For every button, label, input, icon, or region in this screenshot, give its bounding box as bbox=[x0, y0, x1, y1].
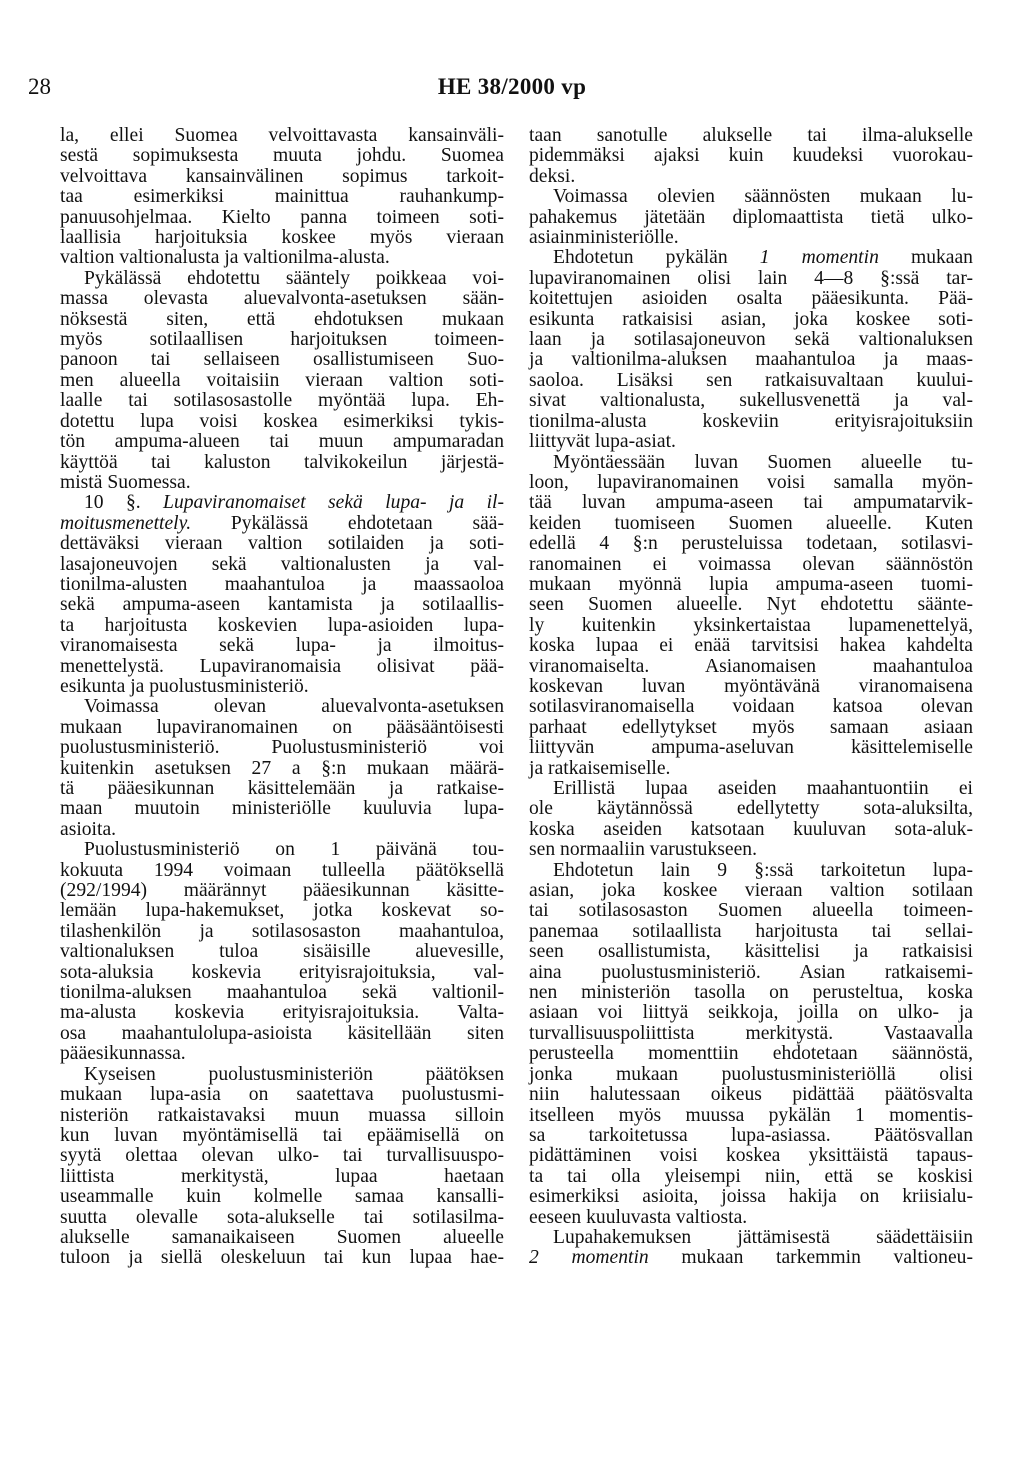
text-line bbox=[60, 881, 504, 901]
line-text: panoon tai sellaiseen osallistumiseen Suo- bbox=[60, 349, 504, 371]
line-text: edellä 4 §:n perusteluissa todetaan, sotilasvi- bbox=[529, 533, 973, 555]
italic-text: moitusmenettely. bbox=[60, 512, 192, 534]
line-text: Kyseisen puolustusministeriön päätöksen bbox=[84, 1063, 504, 1085]
line-text: Ehdotetun lain 9 §:ssä tarkoitetun lupa- bbox=[553, 859, 973, 881]
text-line bbox=[529, 126, 973, 146]
text-line bbox=[60, 1248, 504, 1268]
text-line bbox=[529, 738, 973, 758]
text-line bbox=[60, 840, 504, 860]
line-text: laan ja sotilasajoneuvon sekä valtionaluksen bbox=[529, 329, 973, 351]
text-line bbox=[60, 248, 504, 268]
text-line bbox=[529, 616, 973, 636]
text-line bbox=[60, 289, 504, 309]
text-line bbox=[529, 657, 973, 677]
line-text: perusteella momenttiin ehdotetaan säännöstä, bbox=[529, 1043, 973, 1065]
text-line bbox=[60, 861, 504, 881]
text-line bbox=[529, 228, 973, 248]
text-line bbox=[60, 350, 504, 370]
text-line bbox=[529, 922, 973, 942]
line-text: tionilma-alusten maahantuloa ja maassaoloa bbox=[60, 573, 504, 595]
line-text: liittyvän ampuma-aseluvan käsittelemiselle bbox=[529, 737, 973, 759]
text-line bbox=[529, 269, 973, 289]
text-line bbox=[60, 146, 504, 166]
line-text: tää luvan ampuma-aseen tai ampumatarvik- bbox=[529, 492, 973, 514]
text-line bbox=[529, 1065, 973, 1085]
line-text: massa olevasta aluevalvonta-asetuksen sään- bbox=[60, 288, 504, 310]
line-text: ranomainen ei voimassa olevan säännöstön bbox=[529, 553, 973, 575]
text-line bbox=[529, 187, 973, 207]
text-line bbox=[60, 371, 504, 391]
line-text: pidättäminen voisi koskea yksittäistä tapaus- bbox=[529, 1145, 973, 1167]
text-line bbox=[529, 167, 973, 187]
page-header bbox=[28, 74, 996, 104]
line-text: esimerkiksi asioita, joissa hakija on kriisialu- bbox=[529, 1186, 973, 1208]
text-line bbox=[60, 330, 504, 350]
text-line bbox=[60, 677, 504, 697]
line-text: sa tarkoitetussa lupa-asiassa. Päätösvallan bbox=[529, 1124, 973, 1146]
line-text: osa maahantulolupa-asioista käsitellään siten bbox=[60, 1022, 504, 1044]
line-text: maan muutoin ministeriölle kuuluvia lupa- bbox=[60, 798, 504, 820]
text-line bbox=[529, 555, 973, 575]
line-text: koskevan luvan myöntävänä viranomaisena bbox=[529, 675, 973, 697]
text-line bbox=[60, 657, 504, 677]
text-line bbox=[60, 575, 504, 595]
line-text: panemaa sotilaallista harjoitusta tai sellai- bbox=[529, 920, 973, 942]
text-line bbox=[60, 1044, 504, 1064]
text-line bbox=[60, 269, 504, 289]
text-line bbox=[60, 167, 504, 187]
line-text: laalle tai sotilasosastolle myöntää lupa. Eh- bbox=[60, 390, 504, 412]
text-line bbox=[60, 493, 504, 513]
text-line bbox=[60, 901, 504, 921]
line-text: tionilma-aluksen maahantuloa sekä valtionil- bbox=[60, 982, 504, 1004]
line-text: deksi. bbox=[529, 165, 576, 187]
line-text: sota-aluksia koskevia erityisrajoituksia, val- bbox=[60, 961, 504, 983]
line-text: nisteriön ratkaistavaksi muun muassa silloin bbox=[60, 1104, 504, 1126]
text-line bbox=[60, 1167, 504, 1187]
text-line bbox=[529, 1126, 973, 1146]
text-line bbox=[60, 697, 504, 717]
text-line bbox=[529, 514, 973, 534]
line-text: tuloon ja siellä oleskeluun tai kun lupaa hae- bbox=[60, 1247, 504, 1269]
text-line bbox=[529, 697, 973, 717]
text-line bbox=[529, 412, 973, 432]
line-text: ma-alusta koskevia erityisrajoituksia. Valta- bbox=[60, 1002, 504, 1024]
text-line bbox=[60, 453, 504, 473]
line-text: valtionaluksen tuloa sisäisille aluevesille, bbox=[60, 941, 504, 963]
line-text: liittista merkitystä, lupaa haetaan bbox=[60, 1165, 504, 1187]
line-text: keiden tuomiseen Suomen alueelle. Kuten bbox=[529, 512, 973, 534]
line-text: tai sotilasosaston Suomen alueella toimeen- bbox=[529, 900, 973, 922]
line-text: Voimassa olevien säännösten mukaan lu- bbox=[553, 186, 973, 208]
left-text-column bbox=[60, 126, 504, 1269]
text-line bbox=[60, 391, 504, 411]
text-line bbox=[60, 922, 504, 942]
text-line bbox=[529, 391, 973, 411]
text-line bbox=[529, 248, 973, 268]
italic-text: Lupaviranomaiset sekä lupa- ja il- bbox=[163, 492, 504, 514]
line-text: esikunta ratkaisisi asian, joka koskee soti- bbox=[529, 308, 973, 330]
line-text: mukaan tarkemmin valtioneu- bbox=[648, 1247, 973, 1269]
text-line bbox=[60, 208, 504, 228]
text-line bbox=[529, 963, 973, 983]
line-text: Ehdotetun pykälän bbox=[553, 247, 760, 269]
line-text: asian, joka koskee vieraan valtion sotilaan bbox=[529, 880, 973, 902]
line-text: alukselle samanaikaiseen Suomen alueelle bbox=[60, 1226, 504, 1248]
line-text: mukaan lupaviranomainen on pääsääntöisesti bbox=[60, 716, 504, 738]
text-line bbox=[529, 1085, 973, 1105]
line-text: taa esimerkiksi mainittua rauhankump- bbox=[60, 186, 504, 208]
text-line bbox=[529, 799, 973, 819]
text-line bbox=[529, 473, 973, 493]
text-line bbox=[60, 738, 504, 758]
line-text: mukaan bbox=[878, 247, 973, 269]
line-text: Pykälässä ehdotetaan sää- bbox=[191, 512, 504, 534]
line-text: pääesikunnassa. bbox=[60, 1043, 186, 1065]
line-text: tionilma-alusta koskeviin erityisrajoituksiin bbox=[529, 410, 973, 432]
text-line bbox=[60, 1187, 504, 1207]
line-text: mukaan myönnä lupia ampuma-aseen tuomi- bbox=[529, 573, 973, 595]
text-line bbox=[60, 759, 504, 779]
text-line bbox=[529, 371, 973, 391]
text-line bbox=[529, 575, 973, 595]
text-line bbox=[60, 983, 504, 1003]
line-text: viranomaisesta sekä lupa- ja ilmoitus- bbox=[60, 635, 504, 657]
italic-text: 1 momentin bbox=[759, 247, 879, 269]
text-line bbox=[529, 432, 973, 452]
line-text: Pykälässä ehdotettu sääntely poikkeaa voi- bbox=[84, 267, 504, 289]
line-text: kun luvan myöntämisellä tai epäämisellä on bbox=[60, 1124, 504, 1146]
text-line bbox=[60, 1146, 504, 1166]
line-text: aina puolustusministeriö. Asian ratkaisemi- bbox=[529, 961, 973, 983]
text-line bbox=[529, 1003, 973, 1023]
line-text: pahakemus jätetään diplomaattista tietä ulko- bbox=[529, 206, 973, 228]
line-text: kuitenkin asetuksen 27 a §:n mukaan määrä- bbox=[60, 757, 504, 779]
right-text-column bbox=[529, 126, 973, 1269]
text-line bbox=[60, 1106, 504, 1126]
line-text: ja ratkaisemiselle. bbox=[529, 757, 671, 779]
line-text: useammalle kuin kolmelle samaa kansalli- bbox=[60, 1186, 504, 1208]
text-line bbox=[60, 1228, 504, 1248]
text-line bbox=[60, 1085, 504, 1105]
text-line bbox=[529, 1187, 973, 1207]
text-line bbox=[529, 330, 973, 350]
italic-text: 2 momentin bbox=[529, 1247, 649, 1269]
line-text: valtion valtionalusta ja valtionilma-alusta. bbox=[60, 247, 390, 269]
text-line bbox=[60, 534, 504, 554]
text-line bbox=[529, 453, 973, 473]
line-text: tä pääesikunnan käsittelemään ja ratkaise- bbox=[60, 778, 504, 799]
text-line bbox=[60, 555, 504, 575]
text-line bbox=[60, 820, 504, 840]
text-line bbox=[529, 146, 973, 166]
line-text: tön ampuma-alueen tai muun ampumaradan bbox=[60, 431, 504, 453]
line-text: mukaan lupa-asia on saatettava puolustusmi- bbox=[60, 1084, 504, 1106]
line-text: jonka mukaan puolustusministeriöllä olisi bbox=[529, 1063, 973, 1085]
line-text: Myöntäessään luvan Suomen alueelle tu- bbox=[553, 451, 973, 473]
line-text: niin halutessaan oikeus pidättää päätösvalta bbox=[529, 1084, 973, 1106]
text-line bbox=[529, 677, 973, 697]
text-line bbox=[60, 1208, 504, 1228]
line-text: esikunta ja puolustusministeriö. bbox=[60, 675, 309, 697]
line-text: koitettujen asioiden osalta pääesikunta. Pää- bbox=[529, 288, 973, 310]
text-line bbox=[60, 1126, 504, 1146]
text-line bbox=[60, 595, 504, 615]
line-text: ta tai olla yleisempi niin, että se koskisi bbox=[529, 1165, 973, 1187]
text-line bbox=[529, 881, 973, 901]
line-text: asiaan voi liittyä seikkoja, joilla on ulko- ja bbox=[529, 1002, 973, 1024]
text-line bbox=[529, 820, 973, 840]
line-text: sotilasviranomaisella voidaan katsoa olevan bbox=[529, 696, 973, 718]
line-text: Lupahakemuksen jättämisestä säädettäisiin bbox=[553, 1226, 973, 1248]
line-text: seen Suomen alueelle. Nyt ehdotettu sääntе- bbox=[529, 594, 973, 616]
line-text: lasajoneuvojen sekä valtionalusten ja val- bbox=[60, 553, 504, 575]
line-text: sestä sopimuksesta muuta johdu. Suomea bbox=[60, 145, 504, 167]
line-text: asioita. bbox=[60, 818, 117, 840]
line-text: ole käytännössä edellytetty sota-aluksilta, bbox=[529, 798, 973, 820]
text-line bbox=[60, 636, 504, 656]
line-text: ly kuitenkin yksinkertaistaa lupamenettelyä, bbox=[529, 614, 973, 636]
line-text: taan sanotulle alukselle tai ilma-alukselle bbox=[529, 125, 973, 146]
text-line bbox=[529, 1228, 973, 1248]
line-text: laallisia harjoituksia koskee myös vieraan bbox=[60, 227, 504, 249]
line-text: ja valtionilma-aluksen maahantuloa ja maas- bbox=[529, 349, 973, 371]
text-line bbox=[60, 963, 504, 983]
text-line bbox=[60, 514, 504, 534]
line-text: syytä olettaa olevan ulko- tai turvallisuuspo- bbox=[60, 1145, 504, 1167]
text-line bbox=[60, 799, 504, 819]
text-line bbox=[60, 187, 504, 207]
line-text: sen normaaliin varustukseen. bbox=[529, 839, 757, 861]
line-text: viranomaiselta. Asianomaisen maahantuloa bbox=[529, 655, 973, 677]
text-line bbox=[529, 901, 973, 921]
line-text: asiainministeriölle. bbox=[529, 227, 679, 249]
text-line bbox=[529, 718, 973, 738]
line-text: käyttöä tai kaluston talvikokeilun järjestä- bbox=[60, 451, 504, 473]
line-text: tilashenkilön ja sotilasosaston maahantuloa, bbox=[60, 920, 504, 942]
line-text: koska aseiden katsotaan kuuluvan sota-aluk- bbox=[529, 818, 973, 840]
text-line bbox=[60, 473, 504, 493]
text-line bbox=[529, 1044, 973, 1064]
line-text: suutta olevalle sota-alukselle tai sotilasilma- bbox=[60, 1206, 504, 1228]
text-line bbox=[529, 942, 973, 962]
line-text: liittyvät lupa-asiat. bbox=[529, 431, 676, 453]
text-line bbox=[529, 1024, 973, 1044]
line-text: dettäväksi vieraan valtion sotilaiden ja soti- bbox=[60, 533, 504, 555]
text-line bbox=[529, 1248, 973, 1268]
text-line bbox=[60, 1024, 504, 1044]
text-line bbox=[529, 861, 973, 881]
document-id: HE 38/2000 vp bbox=[437, 74, 587, 99]
text-line bbox=[60, 310, 504, 330]
text-line bbox=[60, 1065, 504, 1085]
line-text: eeseen kuuluvasta valtiosta. bbox=[529, 1206, 748, 1228]
text-line bbox=[529, 759, 973, 779]
text-line bbox=[60, 1003, 504, 1023]
text-line bbox=[529, 983, 973, 1003]
line-text: ta harjoitusta koskevien lupa-asioiden lupa- bbox=[60, 614, 504, 636]
line-text: turvallisuuspoliittista merkitystä. Vastaavalla bbox=[529, 1022, 973, 1044]
text-line bbox=[60, 718, 504, 738]
line-text: Erillistä lupaa aseiden maahantuontiin ei bbox=[553, 778, 973, 799]
text-line bbox=[60, 942, 504, 962]
line-text: sekä ampuma-aseen kantamista ja sotilaallis- bbox=[60, 594, 504, 616]
text-line bbox=[529, 1167, 973, 1187]
text-line bbox=[60, 616, 504, 636]
line-text: koska lupaa ei enää tarvitsisi hakea kahdelta bbox=[529, 635, 973, 657]
text-line bbox=[529, 350, 973, 370]
page-number: 28 bbox=[28, 74, 51, 99]
line-text: puolustusministeriö. Puolustusministeriö voi bbox=[60, 737, 504, 759]
text-line bbox=[60, 779, 504, 799]
text-line bbox=[60, 126, 504, 146]
line-text: mistä Suomessa. bbox=[60, 471, 191, 493]
line-text: Voimassa olevan aluevalvonta-asetuksen bbox=[84, 696, 504, 718]
text-line bbox=[60, 412, 504, 432]
line-text: (292/1994) määrännyt pääesikunnan käsitte- bbox=[60, 880, 504, 902]
line-text: saoloa. Lisäksi sen ratkaisuvaltaan kuului- bbox=[529, 369, 973, 391]
text-line bbox=[529, 310, 973, 330]
text-line bbox=[529, 534, 973, 554]
line-text: nöksestä siten, että ehdotuksen mukaan bbox=[60, 308, 504, 330]
text-line bbox=[529, 1106, 973, 1126]
text-line bbox=[60, 228, 504, 248]
line-text: velvoittava kansainvälinen sopimus tarkoit- bbox=[60, 165, 504, 187]
text-line bbox=[529, 289, 973, 309]
line-text: dotettu lupa voisi koskea esimerkiksi tykis- bbox=[60, 410, 504, 432]
line-text: la, ellei Suomea velvoittavasta kansainväli- bbox=[60, 125, 504, 146]
line-text: sivat valtionalusta, sukellusvenettä ja val- bbox=[529, 390, 973, 412]
line-text: menettelystä. Lupaviranomaisia olisivat pää- bbox=[60, 655, 504, 677]
line-text: nen ministeriön tasolla on perusteltua, koska bbox=[529, 982, 973, 1004]
text-line bbox=[529, 595, 973, 615]
line-text: itselleen myös muussa pykälän 1 momentis- bbox=[529, 1104, 973, 1126]
line-text: 10 §. bbox=[84, 492, 164, 514]
line-text: parhaat edellytykset myös samaan asiaan bbox=[529, 716, 973, 738]
text-line bbox=[529, 493, 973, 513]
text-line bbox=[529, 208, 973, 228]
line-text: men alueella voitaisiin vieraan valtion soti- bbox=[60, 369, 504, 391]
text-line bbox=[529, 779, 973, 799]
text-line bbox=[529, 1146, 973, 1166]
text-line bbox=[529, 1208, 973, 1228]
text-line bbox=[529, 840, 973, 860]
line-text: panuusohjelmaa. Kielto panna toimeen soti- bbox=[60, 206, 504, 228]
line-text: lupaviranomainen olisi lain 4—8 §:ssä tar- bbox=[529, 267, 973, 289]
line-text: seen osallistumista, käsittelisi ja ratkaisisi bbox=[529, 941, 973, 963]
line-text: myös sotilaallisen harjoituksen toimeen- bbox=[60, 329, 504, 351]
line-text: lemään lupa-hakemukset, jotka koskevat so- bbox=[60, 900, 504, 922]
text-line bbox=[529, 636, 973, 656]
line-text: Puolustusministeriö on 1 päivänä tou- bbox=[84, 839, 504, 861]
line-text: pidemmäksi ajaksi kuin kuudeksi vuorokau- bbox=[529, 145, 973, 167]
text-line bbox=[60, 432, 504, 452]
line-text: loon, lupaviranomainen voisi samalla myön- bbox=[529, 471, 973, 493]
line-text: kokuuta 1994 voimaan tulleella päätöksellä bbox=[60, 859, 504, 881]
